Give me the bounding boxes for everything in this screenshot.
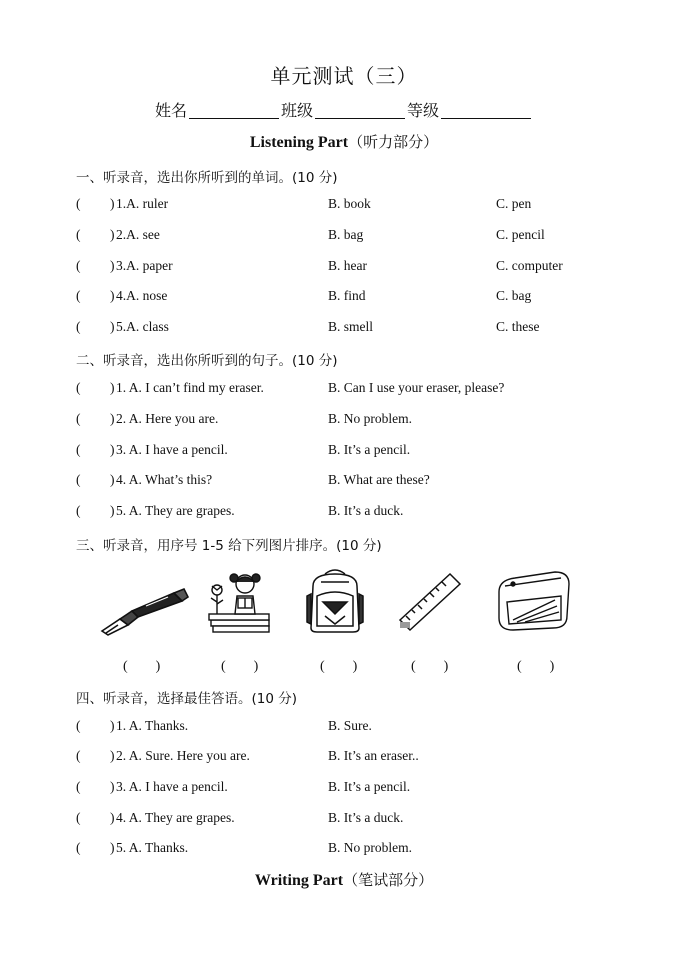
option-a: 3. A. I have a pencil. bbox=[116, 779, 228, 794]
option-b: B. No problem. bbox=[328, 840, 412, 855]
writing-part-en: Writing Part bbox=[254, 872, 344, 889]
option-a: 2. A. Here you are. bbox=[116, 411, 219, 426]
option-b: B. find bbox=[328, 288, 366, 303]
answer-blank-open[interactable]: ( bbox=[76, 718, 81, 733]
answer-blank-close: ) bbox=[110, 810, 115, 825]
question-row bbox=[76, 380, 636, 400]
picture-4-answer-blank[interactable]: ( ) bbox=[411, 659, 449, 674]
option-b: B. What are these? bbox=[328, 472, 430, 487]
name-label: 姓名 bbox=[154, 101, 187, 120]
section-2-heading: 二、听录音，选出你所听到的句子。(10 分) bbox=[76, 353, 338, 369]
class-label: 班级 bbox=[280, 101, 313, 120]
answer-blank-close: ) bbox=[110, 748, 115, 763]
question-row bbox=[76, 411, 636, 431]
answer-blank-close: ) bbox=[110, 472, 115, 487]
writing-part-heading bbox=[0, 869, 688, 890]
option-c: C. bag bbox=[496, 288, 532, 303]
answer-blank-close: ) bbox=[110, 196, 115, 211]
option-b: B. It’s a duck. bbox=[328, 810, 404, 825]
section-3-heading: 三、听录音，用序号 1-5 给下列图片排序。(10 分) bbox=[76, 538, 382, 554]
option-b: B. It’s an eraser.. bbox=[328, 748, 419, 763]
answer-blank-close: ) bbox=[110, 380, 115, 395]
answer-blank-open[interactable]: ( bbox=[76, 411, 81, 426]
girl-reading-books-icon bbox=[205, 570, 275, 636]
picture-2-answer-blank[interactable]: ( ) bbox=[221, 659, 259, 674]
grade-label: 等级 bbox=[407, 101, 440, 120]
answer-blank-close: ) bbox=[110, 258, 115, 273]
question-row bbox=[76, 258, 636, 278]
option-b: B. No problem. bbox=[328, 411, 412, 426]
question-row bbox=[76, 288, 636, 308]
answer-blank-close: ) bbox=[110, 840, 115, 855]
question-row bbox=[76, 319, 636, 339]
answer-blank-open[interactable]: ( bbox=[76, 288, 81, 303]
option-b: B. Sure. bbox=[328, 718, 372, 733]
listening-part-cn: （听力部分） bbox=[348, 133, 439, 151]
option-a: 2.A. see bbox=[116, 227, 160, 242]
student-info bbox=[0, 98, 688, 121]
listening-part-en: Listening Part bbox=[249, 134, 349, 151]
section-4-heading: 四、听录音，选择最佳答语。(10 分) bbox=[76, 691, 298, 707]
question-row bbox=[76, 718, 636, 738]
section-1-heading: 一、听录音，选出你所听到的单词。(10 分) bbox=[76, 170, 338, 186]
answer-blank-open[interactable]: ( bbox=[76, 748, 81, 763]
pencil-case-icon bbox=[495, 566, 573, 632]
answer-blank-close: ) bbox=[110, 288, 115, 303]
answer-blank-open[interactable]: ( bbox=[76, 258, 81, 273]
question-row bbox=[76, 748, 636, 768]
answer-blank-open[interactable]: ( bbox=[76, 840, 81, 855]
question-row bbox=[76, 810, 636, 830]
option-a: 3.A. paper bbox=[116, 258, 173, 273]
picture-5-answer-blank[interactable]: ( ) bbox=[517, 659, 555, 674]
answer-blank-open[interactable]: ( bbox=[76, 196, 81, 211]
page-title: 单元测试（三） bbox=[270, 64, 418, 88]
answer-blank-close: ) bbox=[110, 411, 115, 426]
option-b: B. Can I use your eraser, please? bbox=[328, 380, 505, 395]
answer-blank-open[interactable]: ( bbox=[76, 503, 81, 518]
answer-blank-open[interactable]: ( bbox=[76, 779, 81, 794]
picture-1-answer-blank[interactable]: ( ) bbox=[123, 659, 161, 674]
question-row bbox=[76, 227, 636, 247]
answer-blank-close: ) bbox=[110, 718, 115, 733]
answer-blank-close: ) bbox=[110, 319, 115, 334]
option-a: 5. A. Thanks. bbox=[116, 840, 189, 855]
option-a: 4.A. nose bbox=[116, 288, 168, 303]
question-row bbox=[76, 779, 636, 799]
question-row bbox=[76, 503, 636, 523]
option-a: 1. A. Thanks. bbox=[116, 718, 189, 733]
class-blank[interactable] bbox=[315, 102, 405, 119]
option-c: C. these bbox=[496, 319, 540, 334]
option-a: 5.A. class bbox=[116, 319, 169, 334]
listening-part-heading bbox=[0, 131, 688, 152]
answer-blank-open[interactable]: ( bbox=[76, 227, 81, 242]
option-b: B. book bbox=[328, 196, 371, 211]
option-a: 1.A. ruler bbox=[116, 196, 169, 211]
answer-blank-open[interactable]: ( bbox=[76, 319, 81, 334]
option-a: 4. A. What’s this? bbox=[116, 472, 213, 487]
answer-blank-close: ) bbox=[110, 227, 115, 242]
answer-blank-open[interactable]: ( bbox=[76, 810, 81, 825]
answer-blank-close: ) bbox=[110, 779, 115, 794]
option-b: B. hear bbox=[328, 258, 367, 273]
option-b: B. It’s a pencil. bbox=[328, 779, 411, 794]
option-c: C. pencil bbox=[496, 227, 545, 242]
option-a: 3. A. I have a pencil. bbox=[116, 442, 228, 457]
option-b: B. It’s a pencil. bbox=[328, 442, 411, 457]
answer-blank-open[interactable]: ( bbox=[76, 380, 81, 395]
question-row bbox=[76, 442, 636, 462]
option-b: B. bag bbox=[328, 227, 364, 242]
option-c: C. computer bbox=[496, 258, 563, 273]
ruler-icon bbox=[398, 570, 462, 632]
answer-blank-open[interactable]: ( bbox=[76, 472, 81, 487]
grade-blank[interactable] bbox=[441, 102, 531, 119]
option-a: 1. A. I can’t find my eraser. bbox=[116, 380, 264, 395]
option-c: C. pen bbox=[496, 196, 532, 211]
question-row bbox=[76, 840, 636, 860]
answer-blank-close: ) bbox=[110, 503, 115, 518]
picture-3-answer-blank[interactable]: ( ) bbox=[320, 659, 358, 674]
name-blank[interactable] bbox=[189, 102, 279, 119]
option-a: 2. A. Sure. Here you are. bbox=[116, 748, 250, 763]
question-row bbox=[76, 196, 636, 216]
option-b: B. It’s a duck. bbox=[328, 503, 404, 518]
option-a: 5. A. They are grapes. bbox=[116, 503, 235, 518]
writing-part-cn: （笔试部分） bbox=[343, 871, 434, 889]
question-row bbox=[76, 472, 636, 492]
answer-blank-close: ) bbox=[110, 442, 115, 457]
option-b: B. smell bbox=[328, 319, 374, 334]
fountain-pen-icon bbox=[98, 585, 190, 637]
backpack-icon bbox=[303, 566, 367, 636]
answer-blank-open[interactable]: ( bbox=[76, 442, 81, 457]
option-a: 4. A. They are grapes. bbox=[116, 810, 235, 825]
